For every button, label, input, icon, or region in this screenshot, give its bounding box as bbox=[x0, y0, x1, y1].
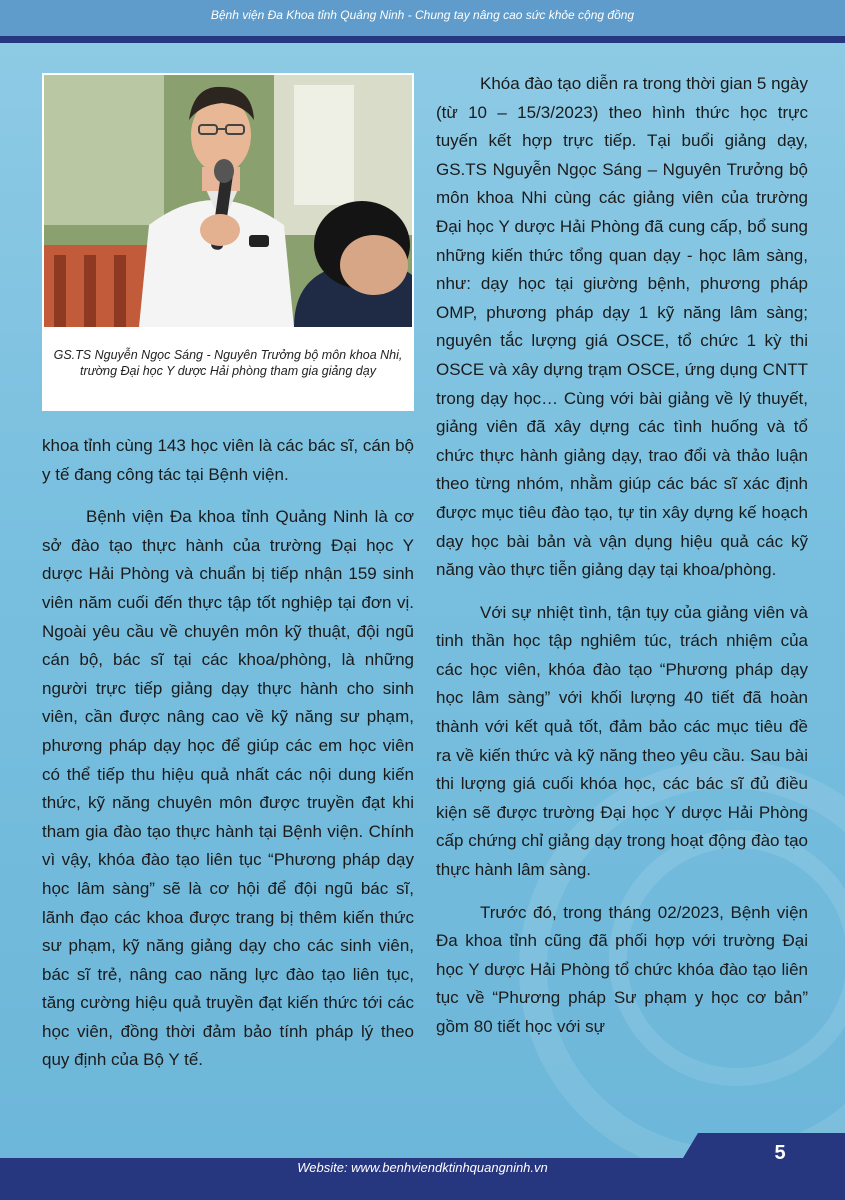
left-paragraph-1: khoa tỉnh cùng 143 học viên là các bác sĩ, cán bộ y tế đang công tác tại Bệnh viện. bbox=[42, 436, 414, 484]
page-number: 5 bbox=[774, 1142, 786, 1164]
right-paragraph-1: Khóa đào tạo diễn ra trong thời gian 5 ngày (từ 10 – 15/3/2023) theo hình thức học trực tuyến kết hợp trực tiếp. Tại buổi giảng dạy, GS.TS Nguyễn Ngọc Sáng – Nguyên Trưởng bộ môn khoa Nhi cùng các giảng viên của trường Đại học Y dược Hải Phòng đã cung cấp, bổ sung những kiến thức tổng quan dạy - học lâm sàng, như: dạy học tại giường bệnh, phương pháp OMP, phương pháp dạy 1 kỹ năng lâm sàng; nguyên tắc lượng giá OSCE, tổ chức 1 kỳ thi OSCE và xây dựng trạm OSCE, ứng dụng CNTT trong dạy học… Cùng với bài giảng về lý thuyết, giảng viên đã xây dựng các tình huống và tổ chức thực hành giảng dạy, trao đổi và thảo luận theo từng nhóm, nhằm giúp các bác sĩ xác định được mục tiêu đào tạo, tự tin xây dựng kế hoạch dạy học bài bản và vận dụng hiệu quả các kỹ năng vào thực tiễn giảng dạy tại khoa/phòng. bbox=[436, 74, 808, 580]
right-column bbox=[436, 70, 808, 1042]
speaker-photo-illustration bbox=[44, 75, 412, 327]
left-paragraph-2: Bệnh viện Đa khoa tỉnh Quảng Ninh là cơ sở đào tạo thực hành của trường Đại học Y dược Hải Phòng và chuẩn bị tiếp nhận 159 sinh viên năm cuối đến thực tập tốt nghiệp tại đơn vị. Ngoài yêu cầu về chuyên môn kỹ thuật, đội ngũ cán bộ, bác sĩ tại các khoa/phòng, là những người trực tiếp giảng dạy thực hành cho sinh viên, cần được nâng cao về kỹ năng sư phạm, phương pháp dạy học để giúp các em học viên có thể tiếp thu hiệu quả nhất các nội dung kiến thức, kỹ năng chuyên môn được truyền đạt khi tham gia đào tạo thực hành tại Bệnh viện. Chính vì vậy, khóa đào tạo liên tục “Phương pháp dạy học lâm sàng” sẽ là cơ hội để đội ngũ bác sĩ, lãnh đạo các khoa được trang bị thêm kiến thức sư phạm, kỹ năng giảng dạy cho các sinh viên, bác sĩ trẻ, nâng cao năng lực đào tạo liên tục, tăng cường hiệu quả truyền đạt kiến thức tới các học viên, đồng thời đảm bảo tính pháp lý theo quy định của Bộ Y tế. bbox=[42, 507, 414, 1070]
right-paragraph-2: Với sự nhiệt tình, tận tụy của giảng viên và tinh thần học tập nghiêm túc, trách nhiệm của các học viên, khóa đào tạo “Phương pháp dạy học lâm sàng” với khối lượng 40 tiết đã hoàn thành với kết quả tốt, đảm bảo các mục tiêu đề ra về kiến thức và kỹ năng theo yêu cầu. Sau bài thi lượng giá cuối khóa học, các bác sĩ đủ điều kiện sẽ được trường Đại học Y dược Hải Phòng cấp chứng chỉ giảng dạy trong hoạt động đào tạo thực hành lâm sàng. bbox=[436, 602, 808, 880]
photo-caption: GS.TS Nguyễn Ngọc Sáng - Nguyên Trưởng bộ môn khoa Nhi, trường Đại học Y dược Hải phòng tham gia giảng dạy bbox=[53, 348, 403, 378]
footer-website: Website: www.benhviendktinhquangninh.vn bbox=[297, 1160, 548, 1175]
speaker-photo bbox=[44, 75, 412, 327]
right-paragraph-3: Trước đó, trong tháng 02/2023, Bệnh viện Đa khoa tỉnh cũng đã phối hợp với trường Đại học Y dược Hải Phòng tổ chức khóa đào tạo liên tục về “Phương pháp Sư phạm y học cơ bản” gồm 80 tiết học với sự bbox=[436, 902, 808, 1036]
left-column bbox=[42, 432, 414, 1075]
header-title: Bệnh viện Đa Khoa tỉnh Quảng Ninh - Chung tay nâng cao sức khỏe cộng đồng bbox=[210, 8, 635, 22]
photo-figure bbox=[42, 73, 414, 411]
